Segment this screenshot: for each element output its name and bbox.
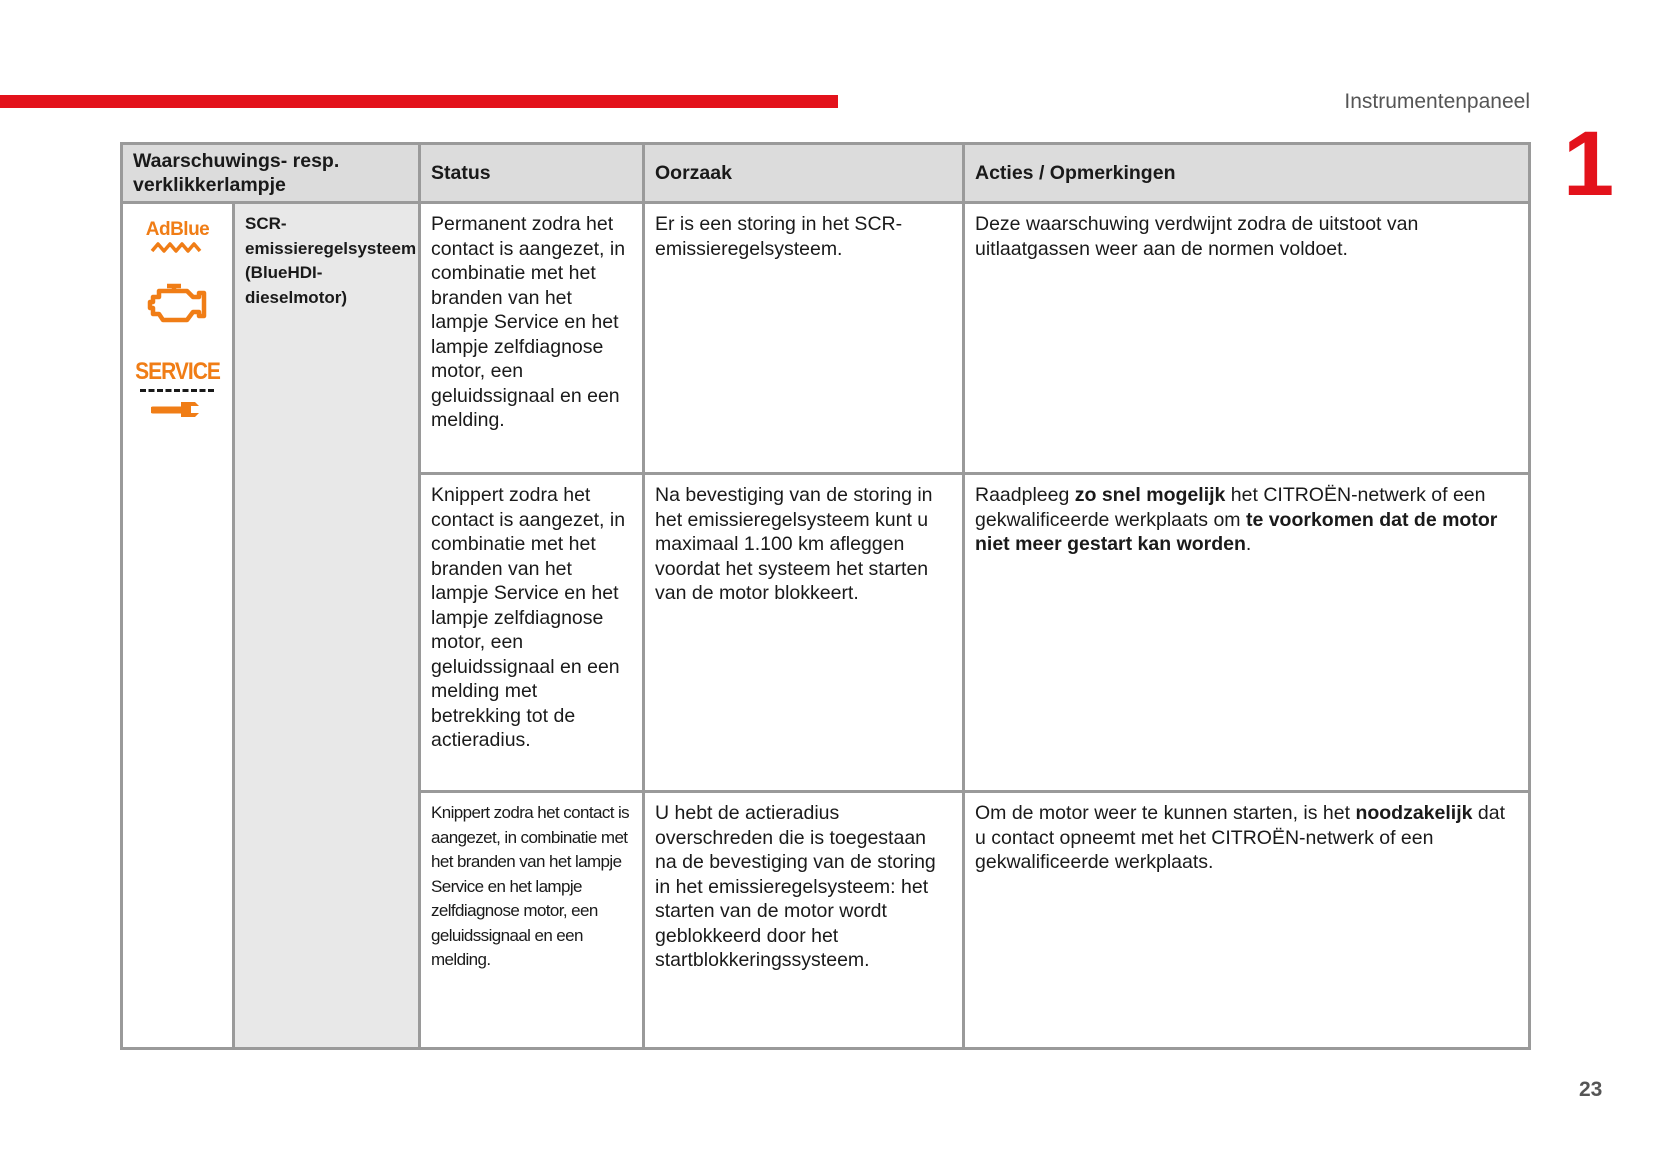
row-action [964,792,1530,1049]
adblue-label: AdBlue [145,219,210,240]
table-header-row [122,144,1530,203]
table-row [122,203,1530,474]
adblue-wave-icon [148,240,208,254]
row-status: Knippert zodra het contact is aangezet, in combinatie met het branden van het lampje Service en het lampje zelfdiagnose motor, een geluidssignaal en een melding met betrekking tot de actieradius. [420,474,644,792]
service-label: SERVICE [135,357,220,385]
header-cause: Oorzaak [644,144,964,203]
row-cause: Na bevestiging van de storing in het emissieregelsysteem kunt u maximaal 1.100 km afleggen voordat het systeem het starten van de motor blokkeert. [644,474,964,792]
service-wrench-icon [135,357,220,420]
divider [140,389,214,392]
chapter-number: 1 [1563,113,1615,215]
adblue-icon [146,220,210,254]
section-title: Instrumentenpaneel [1344,90,1530,113]
row-status: Knippert zodra het contact is aangezet, in combinatie met het branden van het lampje Service en het lampje zelfdiagnose motor, een geluidssignaal en een melding. [420,792,644,1049]
lamp-icons-cell [122,203,234,1049]
row-action: Deze waarschuwing verdwijnt zodra de uitstoot van uitlaatgassen weer aan de normen voldoet. [964,203,1530,474]
header-accent-bar [0,95,838,108]
page-number: 23 [1579,1078,1603,1101]
header-actions: Acties / Opmerkingen [964,144,1530,203]
header-status: Status [420,144,644,203]
row-action [964,474,1530,792]
row-status: Permanent zodra het contact is aangezet, in combinatie met het branden van het lampje Service en het lampje zelfdiagnose motor, een geluidssignaal en een melding. [420,203,644,474]
header-lamp: Waarschuwings- resp. verklikkerlampje [122,144,420,203]
action-text: . [1245,533,1252,555]
action-emphasis: noodzakelijk [1355,802,1473,824]
action-text: dat u contact opneemt met het CITROËN-netwerk of een gekwalificeerde werkplaats. [975,802,1505,873]
row-cause: U hebt de actieradius overschreden die is toegestaan na de bevestiging van de storing in het emissieregelsysteem: het starten van de motor wordt geblokkeerd door het startblokkeringssysteem. [644,792,964,1049]
action-text: Om de motor weer te kunnen starten, is het [975,802,1356,824]
engine-icon [147,280,209,333]
action-text: het CITROËN-netwerk of een gekwalificeerde werkplaats om [975,484,1486,531]
action-emphasis: zo snel mogelijk [1074,484,1226,506]
row-cause: Er is een storing in het SCR-emissieregelsysteem. [644,203,964,474]
wrench-icon [151,398,203,420]
lamp-system-label: SCR-emissieregelsysteem (BlueHDI-dieselmotor) [234,203,420,1049]
warning-lamps-table [120,142,1531,1050]
action-emphasis: te voorkomen dat de motor niet meer gestart kan worden [975,508,1498,555]
action-text: Raadpleeg [975,484,1075,506]
